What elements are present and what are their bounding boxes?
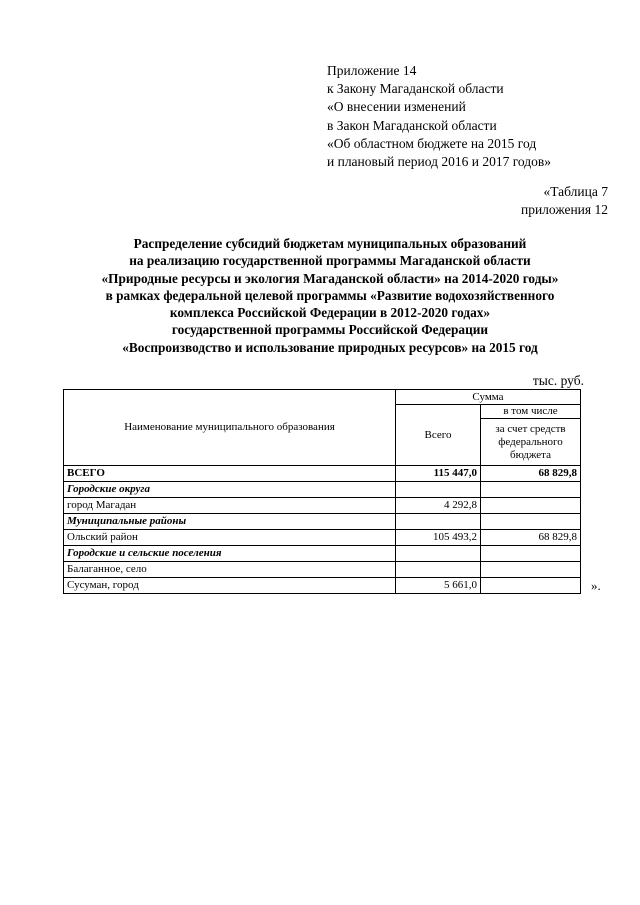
units-label: тыс. руб. <box>532 373 584 388</box>
header-federal: за счет средств федерального бюджета <box>481 419 581 466</box>
table-row <box>64 578 581 594</box>
subsidy-table <box>63 389 581 594</box>
row-total: 105 493,2 <box>396 530 481 546</box>
row-total: 5 661,0 <box>396 578 481 594</box>
table-row <box>64 466 581 482</box>
appendix-line: в Закон Магаданской области <box>327 117 497 133</box>
row-total <box>396 482 481 498</box>
title-line: государственной программы Российской Федерации <box>171 322 489 338</box>
table-row <box>64 562 581 578</box>
row-federal <box>481 514 581 530</box>
appendix-line: Приложение 14 <box>327 63 417 78</box>
header-name: Наименование муниципального образования <box>64 390 396 466</box>
row-group-name: Городские и сельские поселения <box>64 546 396 562</box>
table-reference-line1: «Таблица 7 <box>543 184 608 199</box>
appendix-header <box>327 62 551 171</box>
title-line: «Воспроизводство и использование природных ресурсов» на 2015 год <box>122 339 538 355</box>
table-row <box>64 514 581 530</box>
document-title <box>40 235 620 356</box>
row-group-name: Муниципальные районы <box>64 514 396 530</box>
row-name: Ольский район <box>64 530 396 546</box>
appendix-line: «Об областном бюджете на 2015 год <box>327 135 537 151</box>
row-total <box>396 546 481 562</box>
title-line: «Природные ресурсы и экология Магаданской области» на 2014-2020 годы» <box>101 270 559 286</box>
row-name: ВСЕГО <box>64 466 396 482</box>
row-federal <box>481 562 581 578</box>
row-federal: 68 829,8 <box>481 530 581 546</box>
title-line: Распределение субсидий бюджетам муниципальных образований <box>133 236 527 251</box>
closing-quote-mark: ». <box>591 578 601 593</box>
header-sum: Сумма <box>396 390 581 405</box>
header-including: в том числе <box>481 405 581 419</box>
title-line: на реализацию государственной программы Магаданской области <box>129 253 531 269</box>
table-reference-line2: приложения 12 <box>520 202 608 217</box>
row-federal <box>481 482 581 498</box>
title-line: в рамках федеральной целевой программы «Развитие водохозяйственного <box>105 287 555 303</box>
row-group-name: Городские округа <box>64 482 396 498</box>
table-reference <box>521 183 608 219</box>
row-total: 115 447,0 <box>396 466 481 482</box>
row-total: 4 292,8 <box>396 498 481 514</box>
row-federal <box>481 546 581 562</box>
row-name: город Магадан <box>64 498 396 514</box>
table-row <box>64 482 581 498</box>
header-total: Всего <box>396 405 481 466</box>
row-federal: 68 829,8 <box>481 466 581 482</box>
row-federal <box>481 498 581 514</box>
row-total <box>396 562 481 578</box>
table-row <box>64 530 581 546</box>
title-line: комплекса Российской Федерации в 2012-2020 годах» <box>169 305 491 321</box>
appendix-line: к Закону Магаданской области <box>327 81 504 97</box>
row-name: Сусуман, город <box>64 578 396 594</box>
table-row <box>64 546 581 562</box>
row-name: Балаганное, село <box>64 562 396 578</box>
table-row <box>64 498 581 514</box>
row-total <box>396 514 481 530</box>
appendix-line: и плановый период 2016 и 2017 годов» <box>327 154 552 170</box>
appendix-line: «О внесении изменений <box>327 99 466 115</box>
row-federal <box>481 578 581 594</box>
